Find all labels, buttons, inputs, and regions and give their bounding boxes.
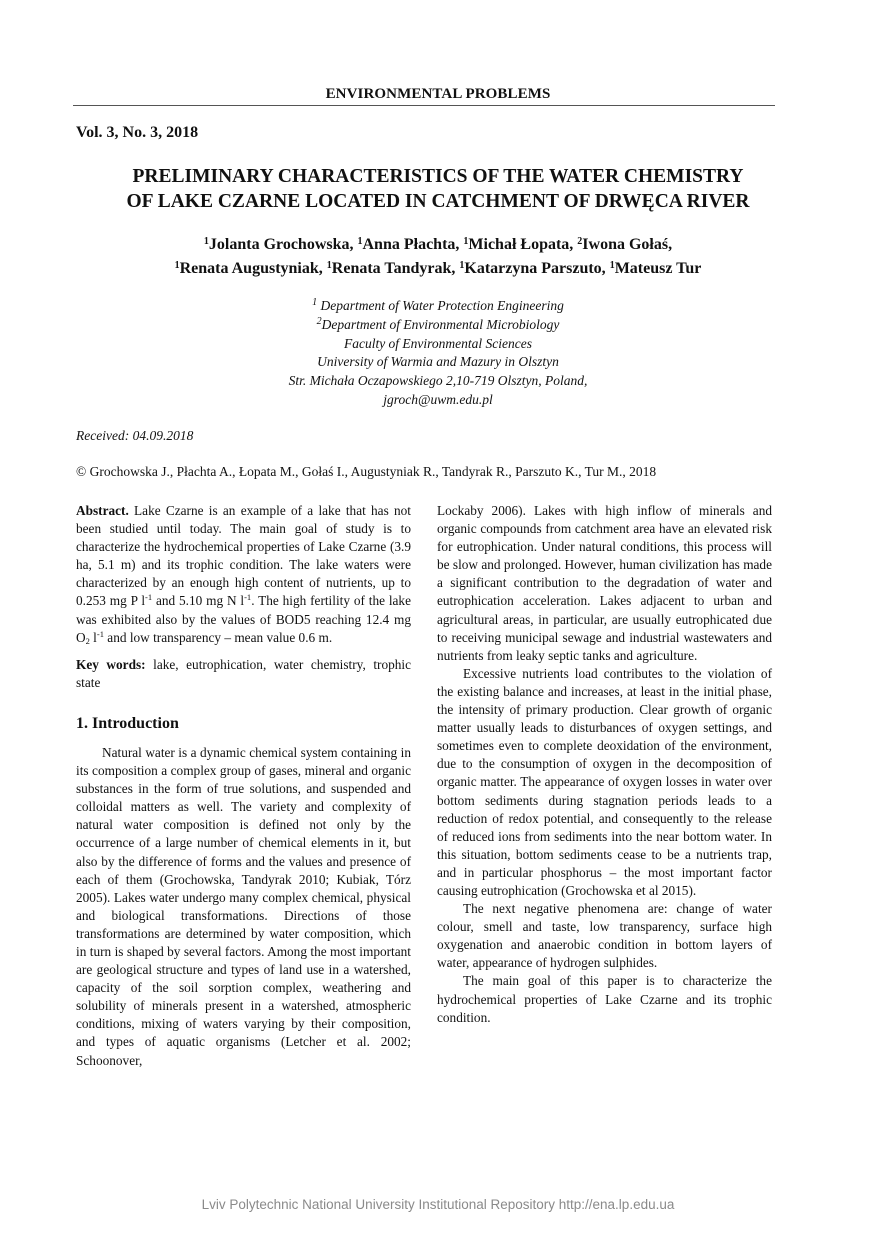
keywords: Key words: lake, eutrophication, water chemistry, trophic state (76, 656, 411, 690)
intro-paragraph-2: Excessive nutrients load contributes to the violation of the existing balance and increases, at least in the initial phase, the intensity of primary production. Clear growth of organic matter usually leads to disturbances of oxygen settings, and sometimes even to complete deoxidation of the environment, due to the consumption of oxygen in the decomposition of organic matter. The appearance of oxygen losses in water over bottom sediments during stagnation periods leads to a reduction of redox potential, and consequently to the release of reduced ions from sediments into the near bottom water. In this situation, bottom sediments cease to be a nutrients trap, and in particular phosphorus – the most important factor causing eutrophication (Grochowska et al 2015). (437, 665, 772, 898)
keywords-label: Key words: (76, 656, 146, 672)
university: University of Warmia and Mazury in Olsztyn (317, 354, 559, 370)
author: $^2$Iwona Gołaś, (577, 236, 673, 253)
article-title (60, 164, 816, 214)
intro-paragraph-3: The next negative phenomena are: change of water colour, smell and taste, low transparency, surface high oxygenation and anaerobic condition in bottom layers of water, appearance of hydrogen sulphides. (437, 901, 772, 971)
intro-paragraph-1-continued: Lockaby 2006). Lakes with high inflow of minerals and organic compounds from catchment area have an elevated risk for eutrophication. Under natural conditions, this process will be slow and prolonged. However, human civilization has made a significant contribution to the degradation of water and eutrophication acceleration. Lakes adjacent to urban and agricultural areas, in particular, are usually eutrophicated due to receiving municipal sewage and industrial wastewaters and nutrients from leaky septic tanks and agriculture. (437, 503, 772, 663)
address: Str. Michała Oczapowskiego 2,10-719 Olsztyn, Poland, (288, 373, 588, 389)
affiliation-1: $^1$ Department of Water Protection Engineering (312, 297, 564, 313)
right-column (437, 502, 772, 1027)
author: $^1$Anna Płachta, (357, 236, 460, 253)
intro-paragraph-1: Natural water is a dynamic chemical system containing in its composition a complex group of gases, mineral and organic substances in the form of true solutions, and suspended and colloidal matters as well. The variety and complexity of natural water composition is defined not only by the occurrence of a large number of chemical elements in it, but also by the difference of forms and the values and presence of each of them (Grochowska, Tandyrak 2010; Kubiak, Tórz 2005). Lakes water undergo many complex chemical, physical and biological transformations. Directions of those transformations are determined by water composition, which in turn is shaped by several factors. Among the most important are geological structure and types of land use in a watershed, capacity of the soil sorption complex, weathering and solubility of minerals present in a watershed, atmospheric conditions, mixing of waters varying by their composition, and types of aquatic organisms (Letcher et al. 2002; Schoonover, (76, 744, 411, 1068)
contact-email[interactable]: jgroch@uwm.edu.pl (383, 391, 493, 407)
author: $^1$Michał Łopata, (463, 236, 574, 253)
author: $^1$Katarzyna Parszuto, (459, 260, 606, 277)
author: $^1$Renata Tandyrak, (326, 260, 456, 277)
author-list (60, 233, 816, 281)
title-line-1: PRELIMINARY CHARACTERISTICS OF THE WATER CHEMISTRY (132, 166, 744, 187)
left-column (76, 502, 411, 1070)
affiliation-2: $^2$Department of Environmental Microbiology (316, 315, 560, 332)
author: $^1$Renata Augustyniak, (174, 260, 323, 277)
header-rule (73, 105, 775, 106)
received-date: Received: 04.09.2018 (76, 428, 194, 443)
journal-name: ENVIRONMENTAL PROBLEMS (325, 86, 551, 102)
abstract-label: Abstract. (76, 503, 129, 518)
author: $^1$Jolanta Grochowska, (203, 236, 354, 253)
affiliations (60, 297, 816, 410)
title-line-2: OF LAKE CZARNE LOCATED IN CATCHMENT OF DRWĘCA RIVER (126, 191, 750, 212)
author-line-1 (60, 233, 816, 257)
copyright-line: © Grochowska J., Płachta A., Łopata M., Gołaś I., Augustyniak R., Tandyrak R., Parszuto K., Tur M., 2018 (76, 464, 657, 479)
repository-footer: Lviv Polytechnic National University Institutional Repository http://ena.lp.edu.ua (201, 1197, 675, 1212)
author-line-2 (60, 257, 816, 281)
section-heading-introduction: 1. Introduction (76, 714, 179, 732)
intro-paragraph-4: The main goal of this paper is to characterize the hydrochemical properties of Lake Czarne and its trophic condition. (437, 973, 772, 1025)
author: $^1$Mateusz Tur (609, 260, 702, 277)
abstract: Abstract. Lake Czarne is an example of a lake that has not been studied until today. The main goal of study is to characterize the hydrochemical properties of Lake Czarne (3.9 ha, 5.1 m) and its trophic condition. The lake waters were characterized by an enough high content of nutrients, up to 0.253 mg P $l^{-1}$ and 5.10 mg N $l^{-1}$. The high fertility of the lake was exhibited also by the values of BOD5 reaching 12.4 mg $O_2$ $l^{-1}$ and low transparency – mean value 0.6 m. (76, 503, 411, 646)
faculty: Faculty of Environmental Sciences (343, 335, 533, 351)
volume-info: Vol. 3, No. 3, 2018 (76, 124, 199, 141)
